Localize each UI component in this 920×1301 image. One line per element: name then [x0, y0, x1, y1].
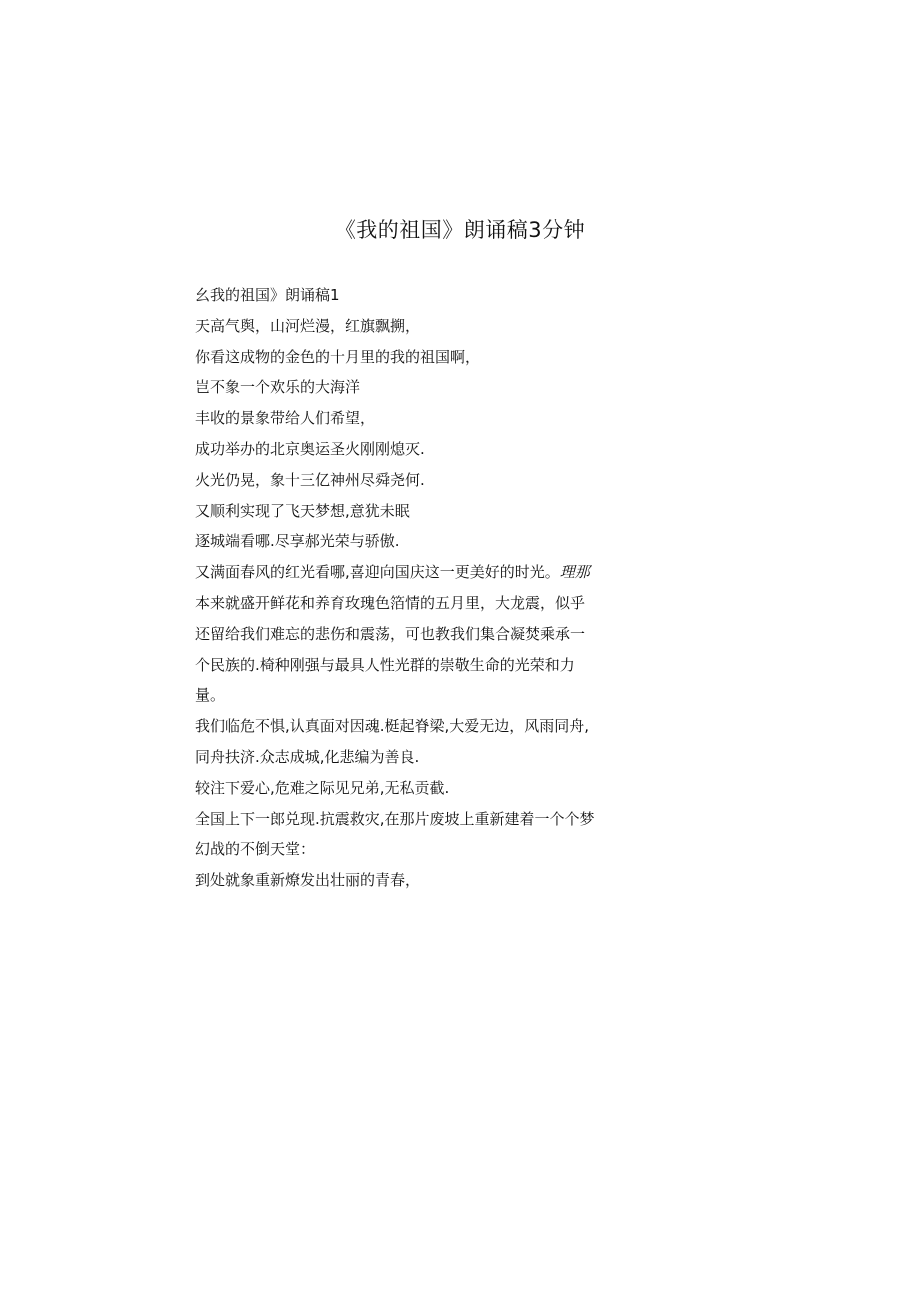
text-line-10-tail: 理那: [559, 563, 590, 582]
document-title: 《我的祖国》朗诵稿3分钟: [334, 218, 586, 242]
text-line-3: 你看这成物的金色的十月里的我的祖国啊，: [195, 347, 481, 366]
text-line-11: 本来就盛开鲜花和养育玫瑰色箔情的五月里，大龙震，似乎: [195, 593, 586, 612]
text-line-20: 到处就象重新燎发出壮丽的青春，: [195, 871, 421, 890]
document-body: [195, 280, 620, 896]
text-line-8: 又顺利实现了飞天梦想,意犹未眠: [195, 501, 410, 520]
text-line-13: 个民族的.椅种刚强与最具人性光群的崇敬生命的光荣和力: [195, 655, 575, 674]
text-line-2: 天高气舆，山河烂漫，红旗飘搠，: [195, 316, 421, 335]
text-line-16: 同舟扶济.众志成城,化悲编为善良.: [195, 747, 420, 766]
text-line-5: 丰收的景象带给人们希望，: [195, 409, 376, 428]
text-line-7: 火光仍晃，象十三亿神州尽舜尧何.: [195, 470, 425, 489]
text-line-17: 较注下爱心,危难之际见兄弟,无私贡截.: [195, 778, 450, 797]
text-line-6: 成功举办的北京奥运圣火刚刚熄灭.: [195, 439, 425, 458]
text-line-19: 幻战的不倒天堂：: [195, 840, 316, 859]
text-line-10: [195, 557, 620, 588]
text-line-18: 全国上下一郎兑现.抗震救灾,在那片废坡上重新建着一个个梦: [195, 809, 595, 828]
text-line-12: 还留给我们难忘的悲伤和震荡，可也教我们集合凝焚乘承一: [195, 624, 586, 643]
text-line-10-main: 又满面春风的红光看哪,喜迎向国庆这一更美好的时光。: [195, 563, 560, 582]
text-line-15: 我们临危不惧,认真面对因魂.梃起脊梁,大爱无边，风雨同舟,: [195, 717, 590, 736]
text-line-14: 量。: [195, 686, 226, 705]
text-line-1: 幺我的祖国》朗诵稿1: [195, 286, 340, 304]
text-line-4: 岂不象一个欢乐的大海洋: [195, 378, 361, 397]
text-line-9: 逐城端看哪.尽享郝光荣与骄傲.: [195, 532, 400, 551]
